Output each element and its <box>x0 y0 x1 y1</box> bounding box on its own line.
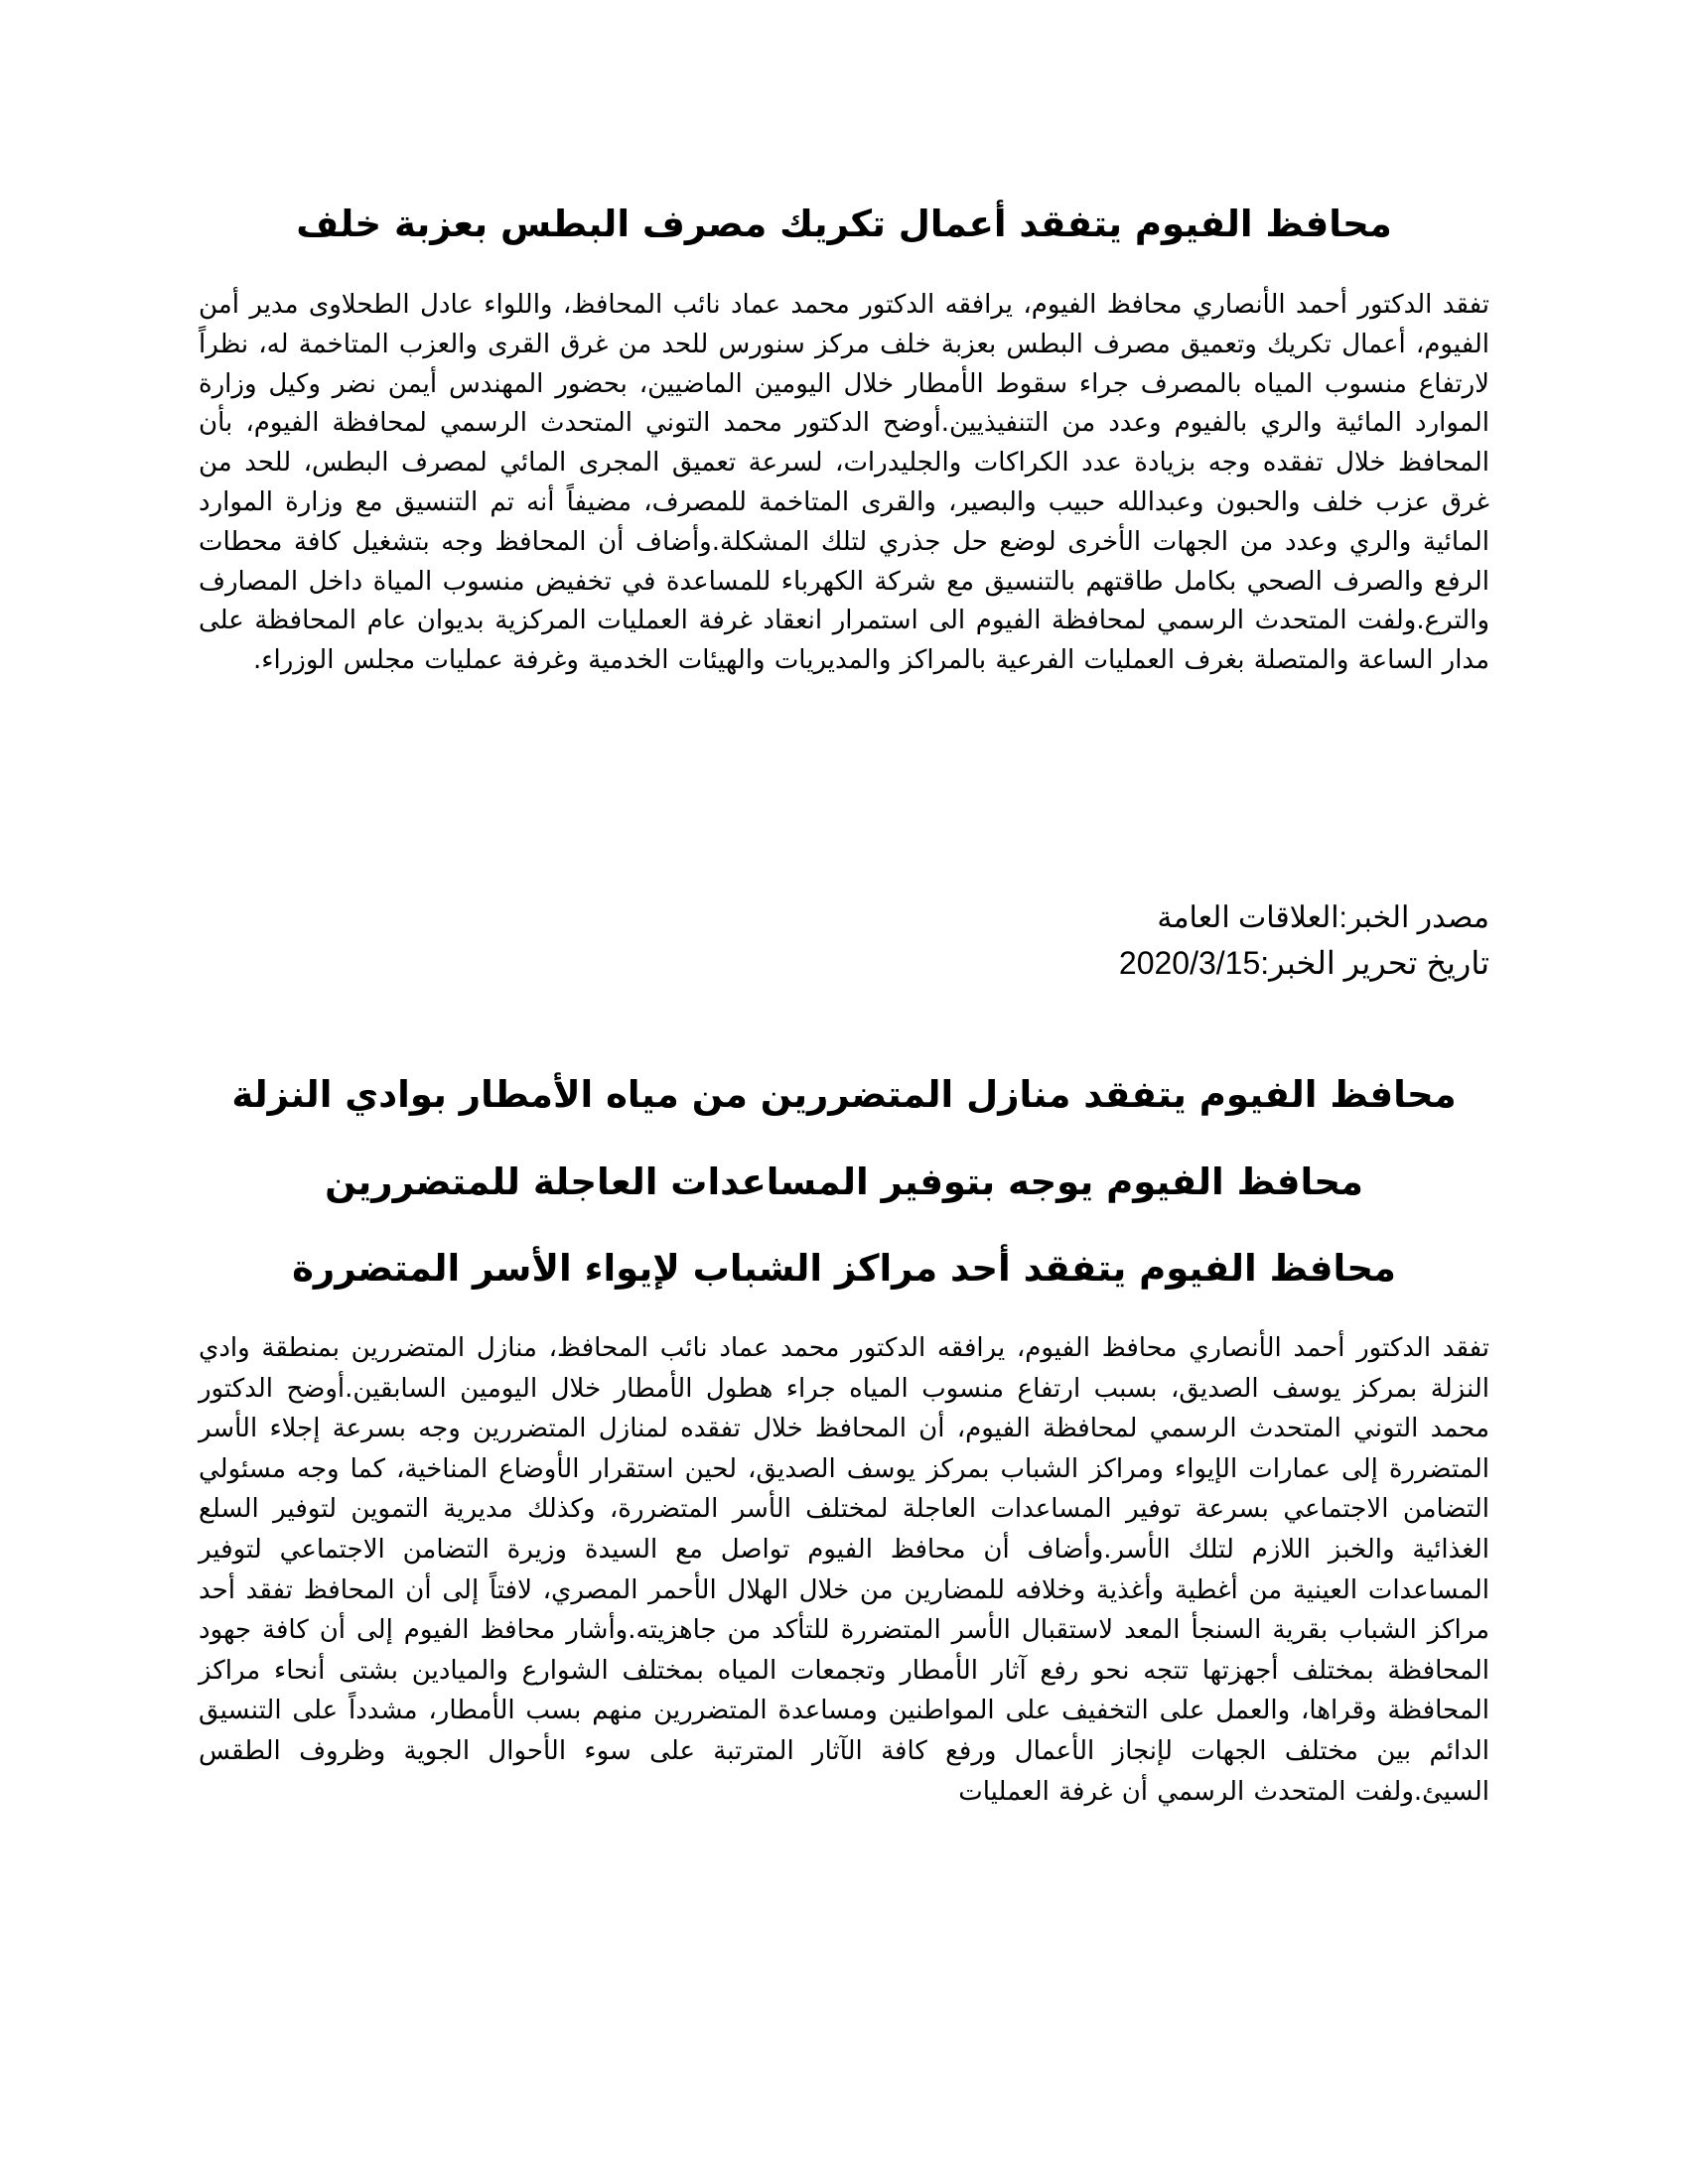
article2-body: تفقد الدكتور أحمد الأنصاري محافظ الفيوم، يرافقه الدكتور محمد عماد نائب المحافظ، منازل المتضررين بمنطقة وادي النزلة بمركز يوسف الصديق، بسبب ارتفاع منسوب المياه جراء هطول الأمطار خلال اليومين السابقين.أوضح الدكتور محمد التوني المتحدث الرسمي لمحافظة الفيوم، أن المحافظ خلال تفقده لمنازل المتضررين وجه بسرعة إجلاء الأسر المتضررة إلى عمارات الإيواء ومراكز الشباب بمركز يوسف الصديق، لحين استقرار الأوضاع المناخية، كما وجه مسئولي التضامن الاجتماعي بسرعة توفير المساعدات العاجلة لمختلف الأسر المتضررة، وكذلك مديرية التموين لتوفير السلع الغذائية والخبز اللازم لتلك الأسر.وأضاف أن محافظ الفيوم تواصل مع السيدة وزيرة التضامن الاجتماعي لتوفير المساعدات العينية من أغطية وأغذية وخلافه للمضارين من خلال الهلال الأحمر المصري، لافتاً إلى أن المحافظ تفقد أحد مراكز الشباب بقرية السنجأ المعد لاستقبال الأسر المتضررة للتأكد من جاهزيته.وأشار محافظ الفيوم إلى أن كافة جهود المحافظة بمختلف أجهزتها تتجه نحو رفع آثار الأمطار وتجمعات المياه بمختلف الشوارع والميادين بشتى أنحاء مراكز المحافظة وقراها، والعمل على التخفيف على المواطنين ومساعدة المتضررين منهم بسب الأمطار، مشدداً على التنسيق الدائم بين مختلف الجهات لإنجاز الأعمال ورفع كافة الآثار المترتبة على سوء الأحوال الجوية وظروف الطقس السيئ.ولفت المتحدث الرسمي أن غرفة العمليات <box>199 1333 1489 1807</box>
article2-headline-2: محافظ الفيوم يوجه بتوفير المساعدات العاجلة للمتضررين <box>325 1160 1363 1203</box>
news-source-line: مصدر الخبر:العلاقات العامة <box>1157 901 1489 934</box>
article1-body: تفقد الدكتور أحمد الأنصاري محافظ الفيوم، يرافقه الدكتور محمد عماد نائب المحافظ، واللواء عادل الطحلاوى مدير أمن الفيوم، أعمال تكريك وتعميق مصرف البطس بعزبة خلف مركز سنورس للحد من غرق القرى والعزب المتاخمة له، نظراً لارتفاع منسوب المياه بالمصرف جراء سقوط الأمطار خلال اليومين الماضيين، بحضور المهندس أيمن نضر وكيل وزارة الموارد المائية والري بالفيوم وعدد من التنفيذيين.أوضح الدكتور محمد التوني المتحدث الرسمي لمحافظة الفيوم، بأن المحافظ خلال تفقده وجه بزيادة عدد الكراكات والجليدرات، لسرعة تعميق المجرى المائي لمصرف البطس، للحد من غرق عزب خلف والحبون وعبدالله حبيب والبصير، والقرى المتاخمة للمصرف، مضيفاً أنه تم التنسيق مع وزارة الموارد المائية والري وعدد من الجهات الأخرى لوضع حل جذري لتلك المشكلة.وأضاف أن المحافظ وجه بتشغيل كافة محطات الرفع والصرف الصحي بكامل طاقتهم بالتنسيق مع شركة الكهرباء للمساعدة في تخفيض منسوب المياة داخل المصارف والترع.ولفت المتحدث الرسمي لمحافظة الفيوم الى استمرار انعقاد غرفة العمليات المركزية بديوان عام المحافظة على مدار الساعة والمتصلة بغرف العمليات الفرعية بالمراكز والمديريات والهيئات الخدمية وغرفة عمليات مجلس الوزراء. <box>199 290 1489 676</box>
news-date-line: تاريخ تحرير الخبر:2020/3/15 <box>1118 945 1489 981</box>
article2-headline-1: محافظ الفيوم يتفقد منازل المتضررين من مياه الأمطار بوادي النزلة <box>231 1073 1457 1116</box>
article2-headline-3: محافظ الفيوم يتفقد أحد مراكز الشباب لإيواء الأسر المتضررة <box>292 1247 1396 1290</box>
article1-title: محافظ الفيوم يتفقد أعمال تكريك مصرف البطس بعزبة خلف <box>296 203 1392 245</box>
